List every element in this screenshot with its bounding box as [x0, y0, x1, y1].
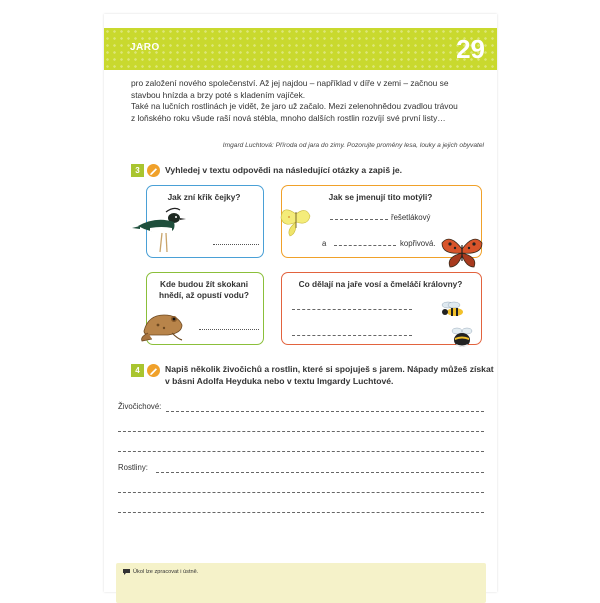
- tortoiseshell-butterfly-illustration: [440, 235, 484, 269]
- pencil-icon: [147, 364, 160, 377]
- brimstone-butterfly-illustration: [278, 204, 314, 238]
- answer-line[interactable]: [292, 335, 412, 336]
- passage-line: pro založení nového společenství. Až jej najdou – například v díře v zemi – začnou se: [131, 78, 449, 88]
- answer-line-animals[interactable]: [166, 411, 484, 412]
- workbook-page: [104, 14, 497, 592]
- wasp-illustration: [439, 301, 467, 319]
- page-number: 29: [456, 34, 485, 64]
- speech-icon: [122, 568, 131, 576]
- question-lapwing: Jak zní křik čejky?: [167, 192, 241, 202]
- task-number-4: 4: [131, 364, 144, 377]
- answer-line-plants[interactable]: [156, 472, 484, 473]
- frog-illustration: [138, 307, 188, 343]
- lapwing-illustration: [130, 204, 190, 256]
- answer-line-plants[interactable]: [118, 512, 484, 513]
- question-butterflies: Jak se jmenují tito motýli?: [328, 192, 433, 202]
- chapter-header: [104, 28, 497, 70]
- footer-note: Úkol lze zpracovat i ústně.: [133, 569, 199, 575]
- footer-note-box: [116, 563, 486, 603]
- passage-citation: Imgard Luchtová: Příroda od jara do zimy. Pozorujte proměny lesa, louky a jejich obyvatel: [222, 142, 484, 149]
- butterfly-name-2-prefix: a: [322, 239, 327, 248]
- butterfly-name-1-suffix: řešetlákový: [391, 213, 431, 222]
- answer-line[interactable]: [292, 309, 412, 310]
- butterfly-name-2-suffix: kopřivová.: [400, 239, 436, 248]
- answer-line-animals[interactable]: [118, 431, 484, 432]
- task-4-instruction-line-1: Napiš několik živočichů a rostlin, které si spojuješ s jarem. Nápady můžeš získat: [165, 364, 494, 374]
- task-number-3: 3: [131, 164, 144, 177]
- bumblebee-illustration: [450, 325, 474, 349]
- task-4-instruction-line-2: v básni Adolfa Heyduka nebo v textu Imgardy Luchtové.: [165, 376, 394, 386]
- answer-line-plants[interactable]: [118, 492, 484, 493]
- pencil-icon: [147, 164, 160, 177]
- answer-line-animals[interactable]: [118, 451, 484, 452]
- answer-line[interactable]: [199, 329, 259, 330]
- reading-passage: [131, 78, 485, 124]
- question-frog-line-1: Kde budou žít skokani: [159, 279, 249, 289]
- task-3-instruction: Vyhledej v textu odpovědi na následující otázky a zapiš je.: [165, 165, 403, 175]
- label-plants: Rostliny:: [118, 463, 148, 472]
- passage-line: stavbou hnízda a brzy poté s kladením vajíček.: [131, 89, 306, 100]
- chapter-title: JARO: [130, 42, 160, 53]
- passage-line: Také na lučních rostlinách je vidět, že jaro už začalo. Mezi zelenohnědou zvadlou trávou: [131, 101, 458, 112]
- answer-line[interactable]: [334, 245, 396, 246]
- question-queens: Co dělají na jaře vosí a čmeláčí královny?: [298, 279, 463, 289]
- answer-line[interactable]: [330, 219, 388, 220]
- answer-line[interactable]: [213, 244, 259, 245]
- passage-line: z loňského roku všude raší nová stébla, mnoho dalších rostlin rozvíjí své první listy…: [131, 112, 446, 123]
- label-animals: Živočichové:: [118, 402, 162, 411]
- question-frog-line-2: hnědí, až opustí vodu?: [159, 290, 249, 300]
